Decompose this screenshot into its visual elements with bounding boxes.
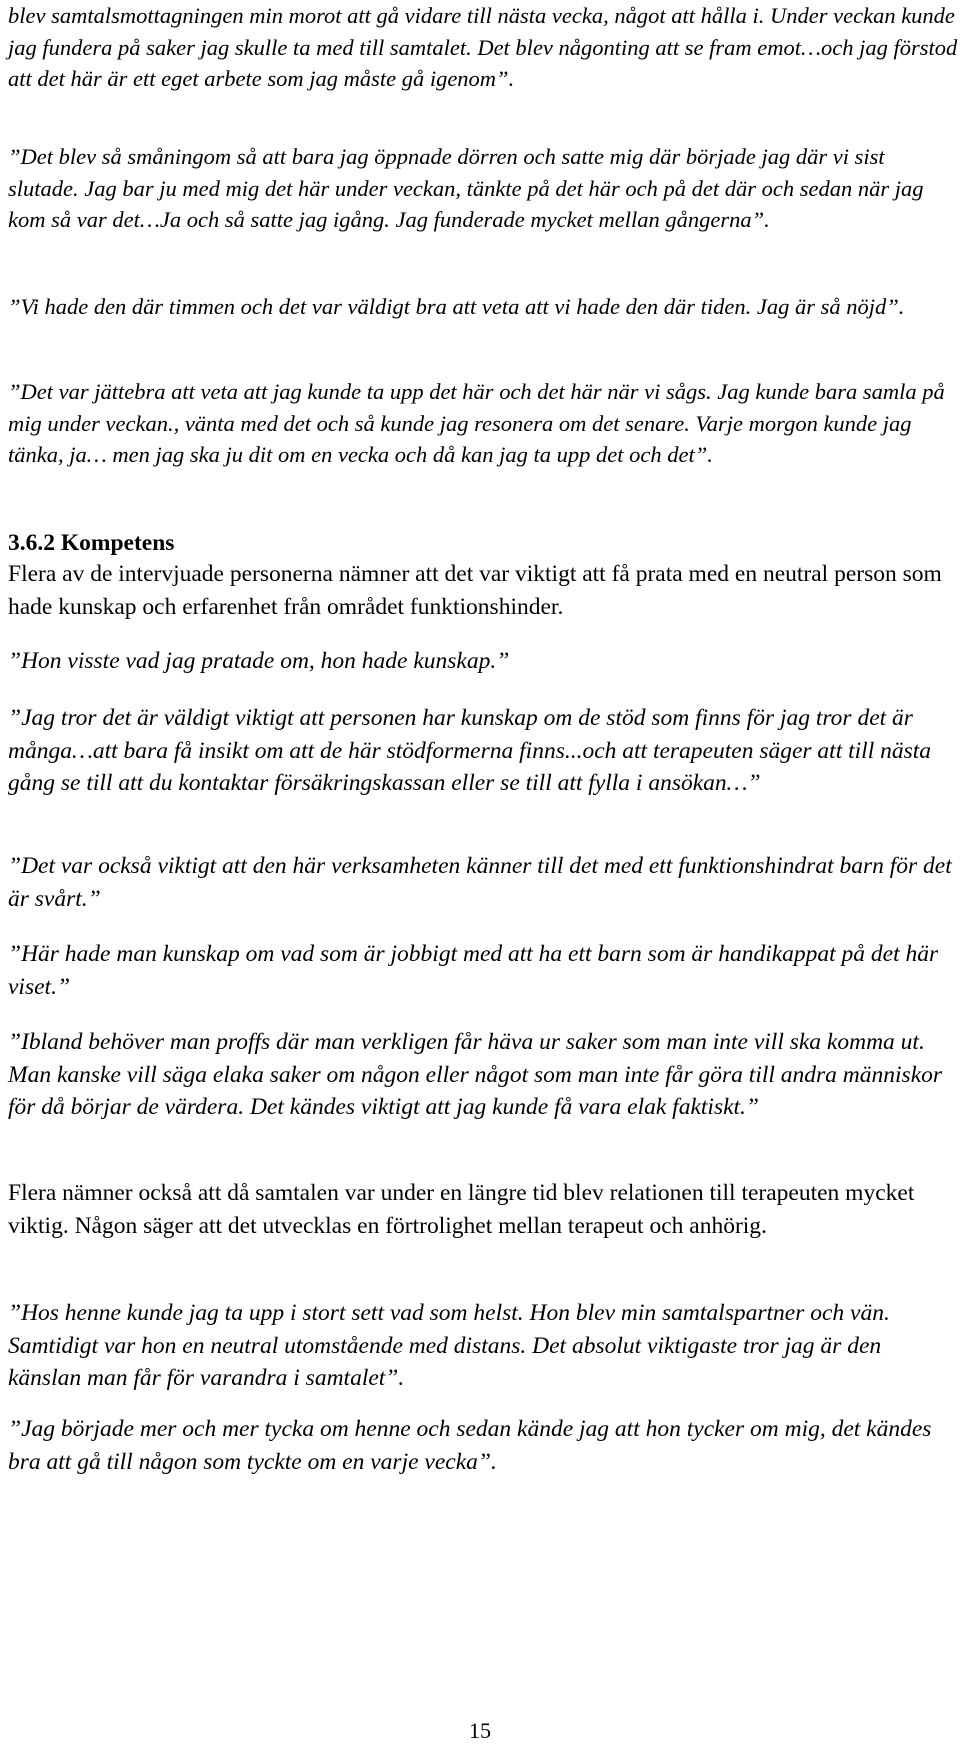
quote-paragraph-4: ”Det var jättebra att veta att jag kunde ta upp det här och det här när vi sågs. Jag kunde bara samla på mig under veckan., vänta med det och så kunde jag resonera om det senare. Varje morgon kunde jag tänka, ja… men jag ska ju dit om en vecka och då kan jag ta upp det och det”.: [8, 379, 945, 467]
quote-paragraph-11: ”Jag började mer och mer tycka om henne och sedan kände jag att hon tycker om mig, det kändes bra att gå till någon som tyckte om en varje vecka”.: [8, 1416, 932, 1475]
page-number: 15: [469, 1718, 491, 1743]
body-paragraph-1: Flera av de intervjuade personerna nämner att det var viktigt att få prata med en neutral person som hade kunskap och erfarenhet från området funktionshinder.: [8, 561, 942, 620]
quote-paragraph-6: ”Jag tror det är väldigt viktigt att personen har kunskap om de stöd som finns för jag tror det är många…att bara få insikt om att de här stödformerna finns...och att terapeuten säger att till nästa gång se till att du kontaktar försäkringskassan eller se till att fylla i ansökan…”: [8, 705, 932, 796]
quote-paragraph-2: ”Det blev så småningom så att bara jag öppnade dörren och satte mig där började jag där vi sist slutade. Jag bar ju med mig det här under veckan, tänkte på det här och på det där och sedan när jag kom så var det…Ja och så satte jag igång. Jag funderade mycket mellan gångerna”.: [8, 144, 924, 232]
quote-paragraph-1: blev samtalsmottagningen min morot att gå vidare till nästa vecka, något att hålla i. Under veckan kunde jag fundera på saker jag skulle ta med till samtalet. Det blev någonting att se fram emot…och jag förstod att det här är ett eget arbete som jag måste gå igenom”.: [8, 3, 958, 91]
quote-paragraph-7: ”Det var också viktigt att den här verksamheten känner till det med ett funktionshindrat barn för det är svårt.”: [8, 853, 952, 912]
quote-paragraph-3: ”Vi hade den där timmen och det var väldigt bra att veta att vi hade den där tiden. Jag är så nöjd”.: [8, 294, 905, 319]
quote-paragraph-9: ”Ibland behöver man proffs där man verkligen får häva ur saker som man inte vill ska komma ut. Man kanske vill säga elaka saker om någon eller något som man inte får göra till andra människor för då börjar de värdera. Det kändes viktigt att jag kunde få vara elak faktiskt.”: [8, 1029, 943, 1120]
body-paragraph-2: Flera nämner också att då samtalen var under en längre tid blev relationen till terapeuten mycket viktig. Någon säger att det utvecklas en förtrolighet mellan terapeut och anhörig.: [8, 1180, 915, 1239]
quote-paragraph-5: ”Hon visste vad jag pratade om, hon hade kunskap.”: [8, 648, 510, 674]
section-heading: 3.6.2 Kompetens: [8, 530, 175, 556]
quote-paragraph-8: ”Här hade man kunskap om vad som är jobbigt med att ha ett barn som är handikappat på det här viset.”: [8, 941, 939, 1000]
quote-paragraph-10: ”Hos henne kunde jag ta upp i stort sett vad som helst. Hon blev min samtalspartner och vän. Samtidigt var hon en neutral utomstående med distans. Det absolut viktigaste tror jag är den känslan man får för varandra i samtalet”.: [8, 1300, 890, 1391]
